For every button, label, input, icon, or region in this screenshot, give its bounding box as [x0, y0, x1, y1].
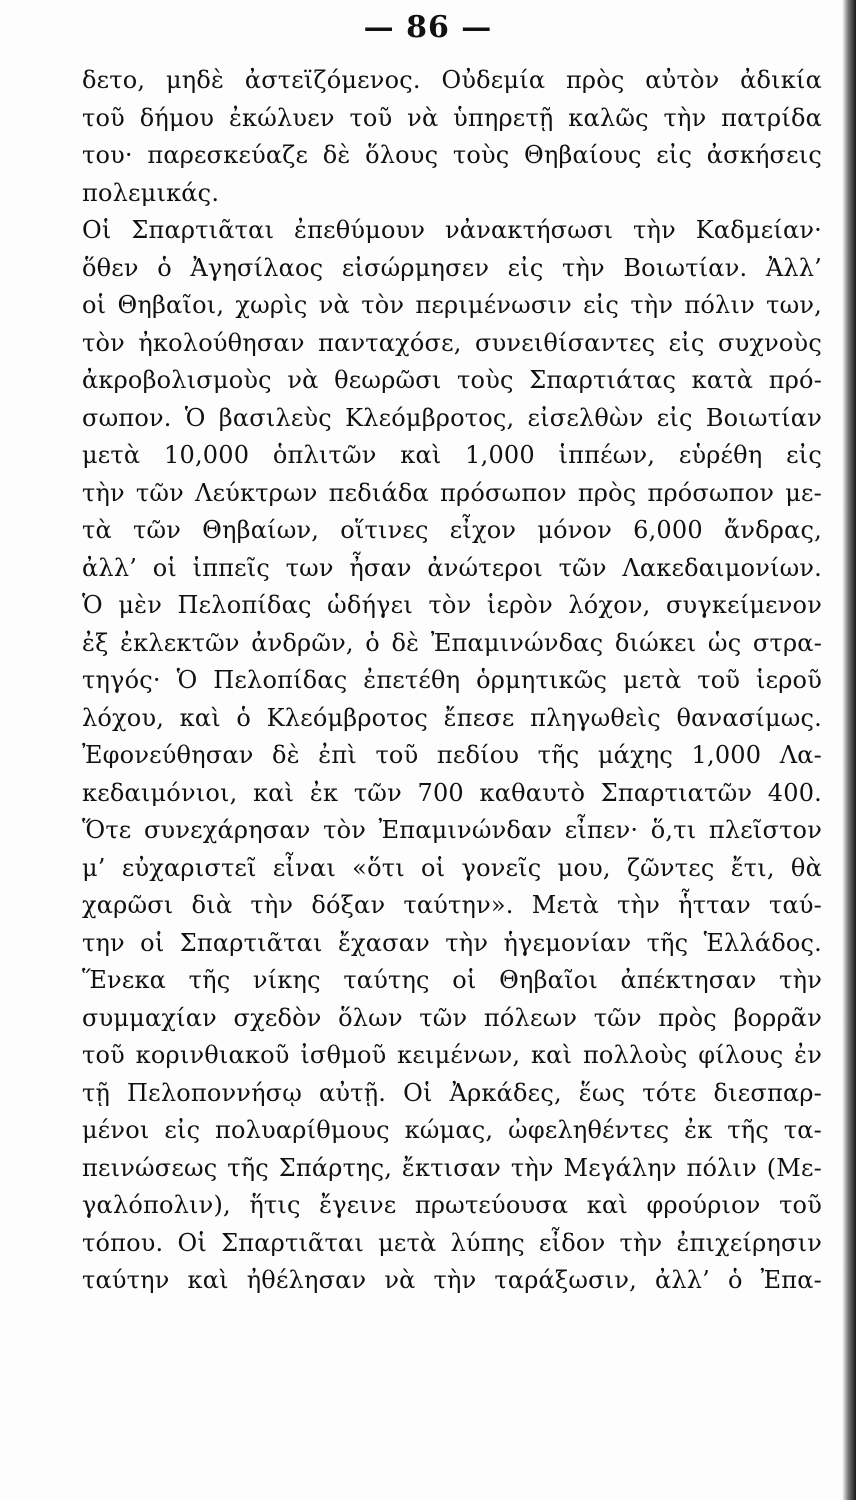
text-line: Ὅτε συνεχάρησαν τὸν Ἐπαμινώνδαν εἶπεν· ὅ,τι πλεῖστον: [82, 816, 822, 844]
text-line: ἀλλ’ οἱ ἱππεῖς των ἦσαν ἀνώτεροι τῶν Λακεδαιμονίων.: [82, 553, 822, 582]
text-line: ἀκροβολισμοὺς νὰ θεωρῶσι τοὺς Σπαρτιάτας κατὰ πρό-: [82, 366, 822, 394]
text-line: μετὰ 10,000 ὁπλιτῶν καὶ 1,000 ἱππέων, εὑρέθη εἰς: [82, 441, 822, 469]
text-line: γαλόπολιν), ἥτις ἔγεινε πρωτεύουσα καὶ φρούριον τοῦ: [82, 1191, 822, 1219]
text-line: Ἐφονεύθησαν δὲ ἐπὶ τοῦ πεδίου τῆς μάχης 1,000 Λα-: [82, 741, 822, 769]
text-line: χαρῶσι διὰ τὴν δόξαν ταύτην». Μετὰ τὴν ἧτταν ταύ-: [82, 891, 822, 919]
text-line: μένοι εἰς πολυαρίθμους κώμας, ὠφεληθέντες ἐκ τῆς τα-: [82, 1116, 822, 1144]
page-edge-shadow: [842, 0, 856, 1500]
text-line: τὴν τῶν Λεύκτρων πεδιάδα πρόσωπον πρὸς πρόσωπον με-: [82, 478, 822, 507]
text-line: τοῦ δήμου ἐκώλυεν τοῦ νὰ ὑπηρετῇ καλῶς τὴν πατρίδα: [82, 103, 822, 132]
text-line: μ’ εὐχαριστεῖ εἶναι «ὅτι οἱ γονεῖς μου, ζῶντες ἔτι, θὰ: [82, 853, 822, 882]
text-line: οἱ Θηβαῖοι, χωρὶς νὰ τὸν περιμένωσιν εἰς τὴν πόλιν των,: [82, 291, 822, 319]
text-line: συμμαχίαν σχεδὸν ὅλων τῶν πόλεων τῶν πρὸς βορρᾶν: [82, 1003, 822, 1032]
text-line: Ἕνεκα τῆς νίκης ταύτης οἱ Θηβαῖοι ἀπέκτησαν τὴν: [82, 966, 822, 994]
text-line: Ὁ μὲν Πελοπίδας ὡδήγει τὸν ἱερὸν λόχον, συγκείμενον: [82, 591, 822, 619]
text-line: πολεμικάς.: [82, 178, 220, 207]
text-line: του· παρεσκεύαζε δὲ ὅλους τοὺς Θηβαίους εἰς ἀσκήσεις: [82, 141, 822, 169]
page-number: — 86 —: [363, 10, 493, 45]
text-line: την οἱ Σπαρτιᾶται ἔχασαν τὴν ἡγεμονίαν τῆς Ἑλλάδος.: [82, 928, 822, 957]
text-line: πεινώσεως τῆς Σπάρτης, ἔκτισαν τὴν Μεγάλην πόλιν (Με-: [82, 1153, 822, 1182]
text-line: τοῦ κορινθιακοῦ ἰσθμοῦ κειμένων, καὶ πολλοὺς φίλους ἐν: [82, 1041, 822, 1069]
text-line: λόχου, καὶ ὁ Κλεόμβροτος ἔπεσε πληγωθεὶς θανασίμως.: [82, 703, 822, 732]
text-line: ὅθεν ὁ Ἀγησίλαος εἰσώρμησεν εἰς τὴν Βοιωτίαν. Ἀλλ’: [82, 253, 822, 282]
text-line: σωπον. Ὁ βασιλεὺς Κλεόμβροτος, εἰσελθὼν εἰς Βοιωτίαν: [82, 403, 822, 432]
text-line: ταύτην καὶ ἠθέλησαν νὰ τὴν ταράξωσιν, ἀλλ’ ὁ Ἐπα-: [82, 1266, 822, 1294]
text-line: τὰ τῶν Θηβαίων, οἵτινες εἶχον μόνον 6,000 ἄνδρας,: [82, 516, 822, 544]
text-line: κεδαιμόνιοι, καὶ ἐκ τῶν 700 καθαυτὸ Σπαρτιατῶν 400.: [82, 778, 822, 807]
text-line: τηγός· Ὁ Πελοπίδας ἐπετέθη ὁρμητικῶς μετὰ τοῦ ἱεροῦ: [82, 666, 822, 694]
text-line: τῇ Πελοποννήσῳ αὐτῇ. Οἱ Ἀρκάδες, ἕως τότε διεσπαρ-: [82, 1078, 822, 1107]
text-line: δετο, μηδὲ ἀστεϊζόμενος. Οὐδεμία πρὸς αὐτὸν ἀδικία: [82, 66, 822, 94]
text-line: τὸν ἠκολούθησαν πανταχόσε, συνειθίσαντες εἰς συχνοὺς: [82, 328, 822, 357]
text-line: Οἱ Σπαρτιᾶται ἐπεθύμουν νἀνακτήσωσι τὴν Καδμείαν·: [82, 216, 822, 244]
text-line: τόπου. Οἱ Σπαρτιᾶται μετὰ λύπης εἶδον τὴν ἐπιχείρησιν: [82, 1228, 822, 1257]
body-text: [82, 62, 822, 1300]
text-line: ἐξ ἐκλεκτῶν ἀνδρῶν, ὁ δὲ Ἐπαμινώνδας διώκει ὡς στρα-: [82, 628, 822, 657]
